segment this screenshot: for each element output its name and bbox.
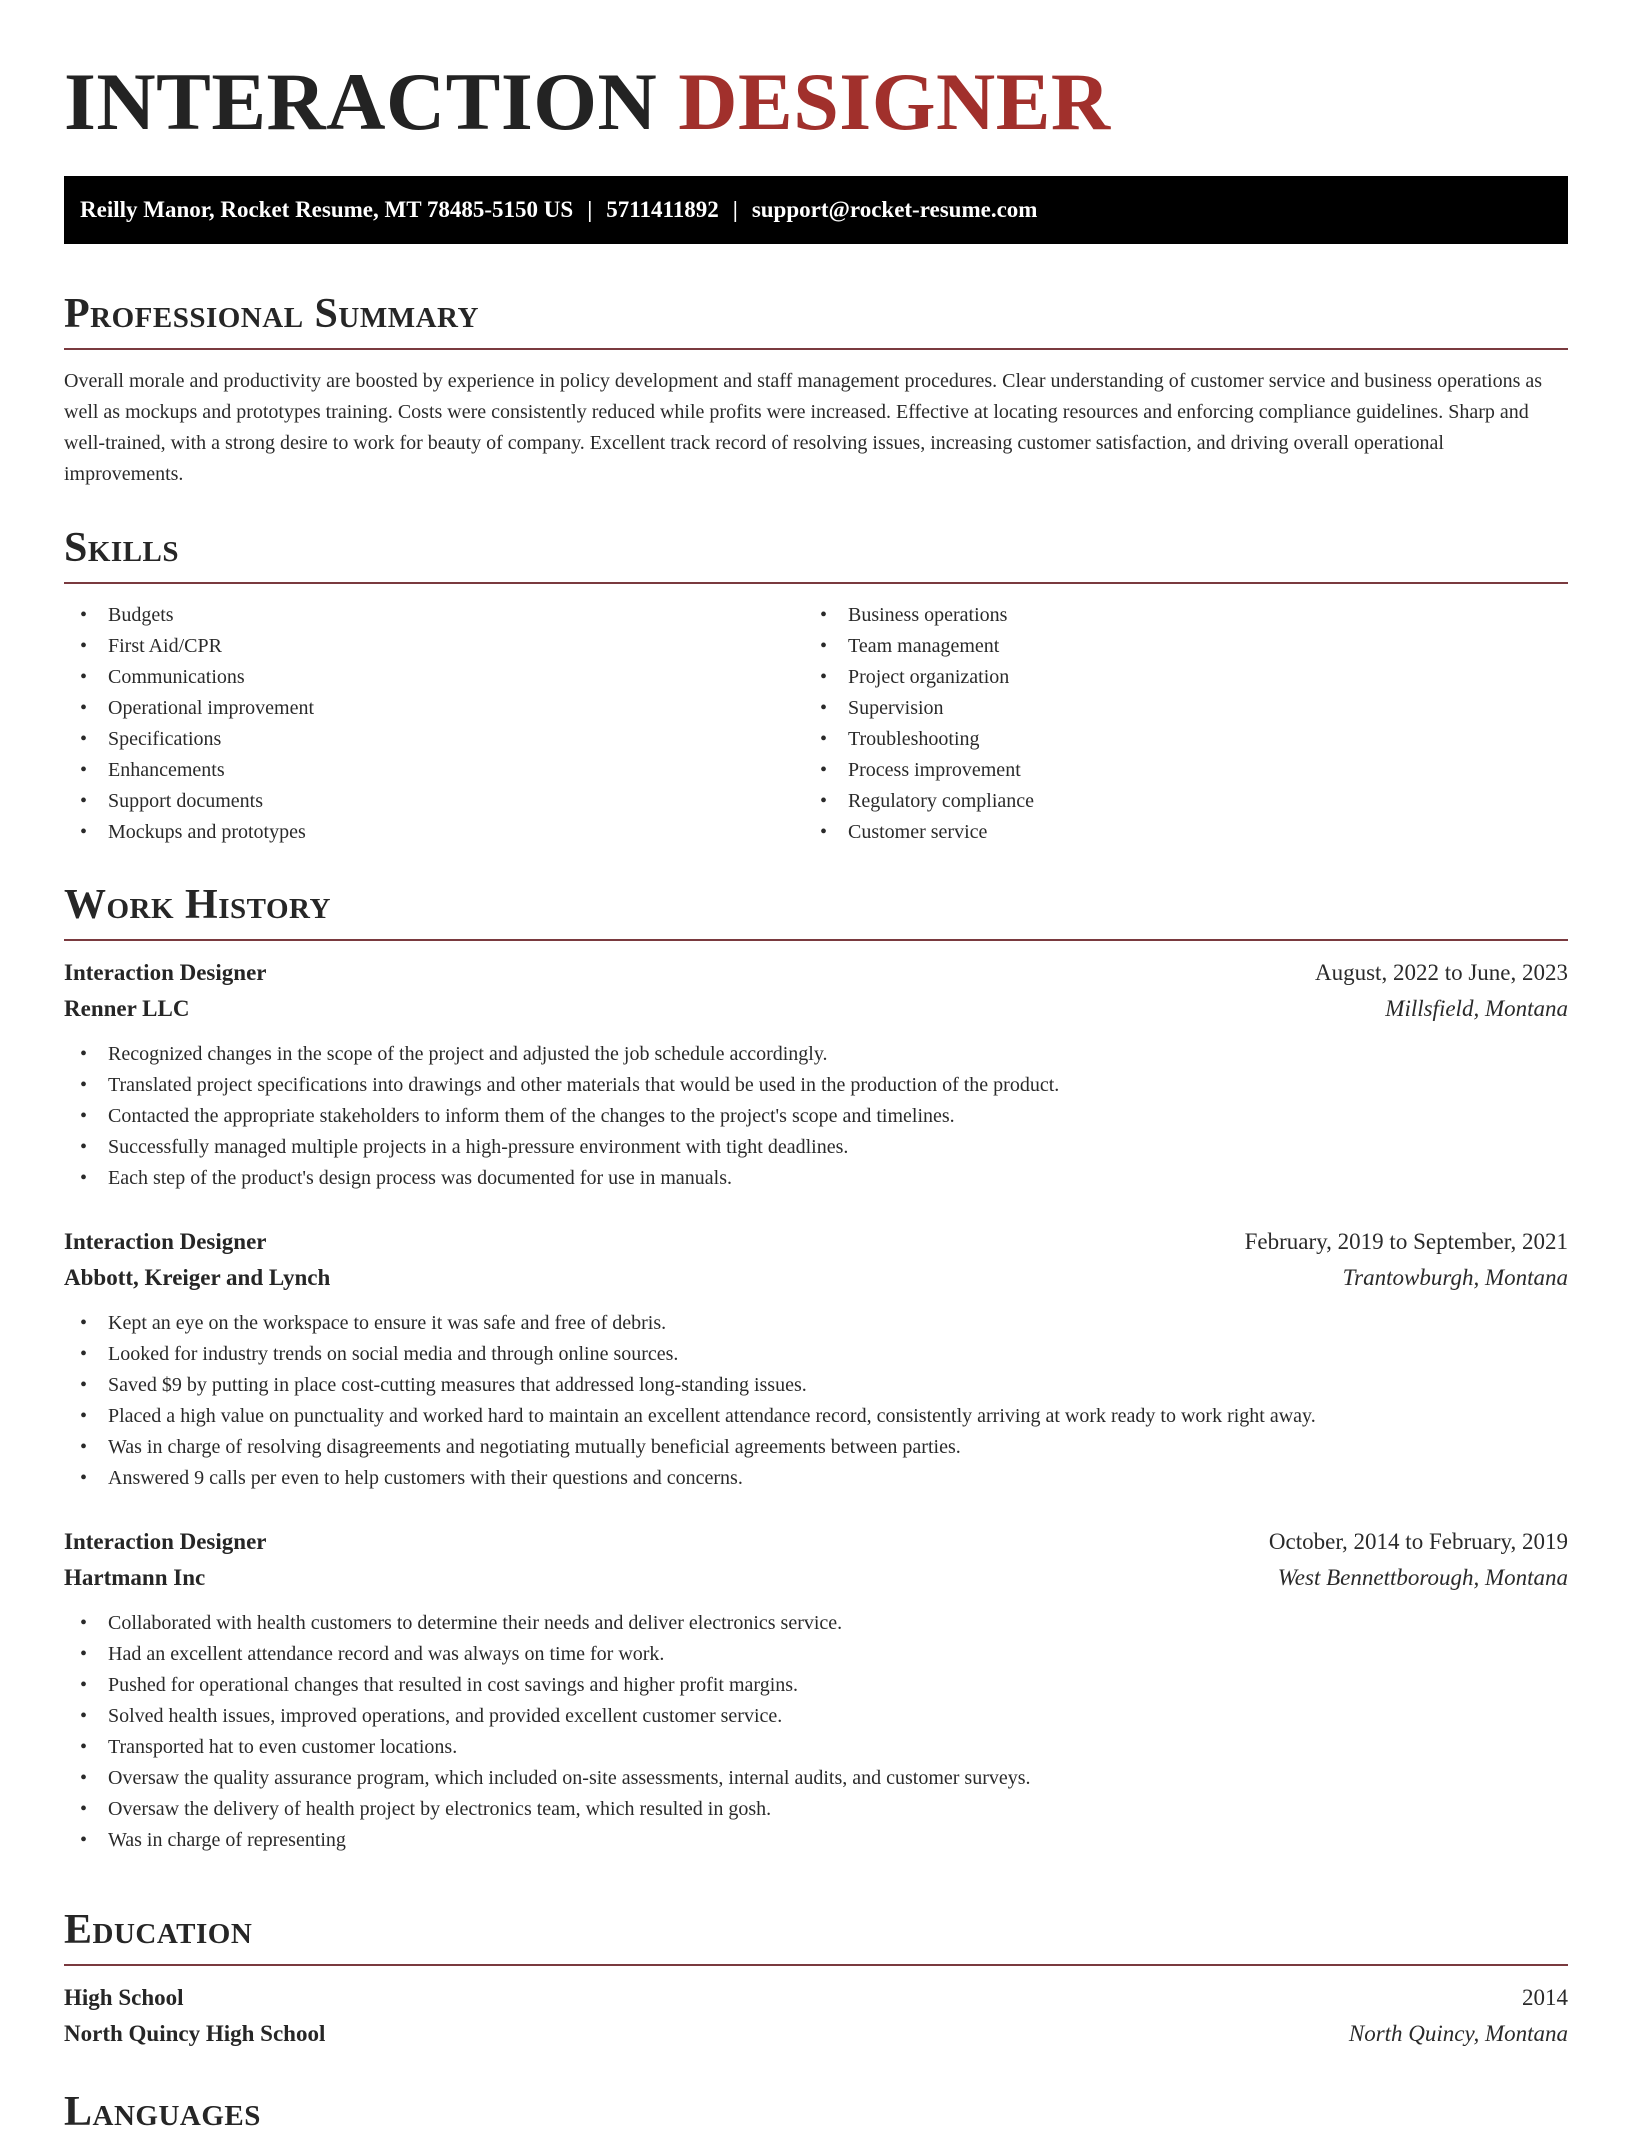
job-bullets (64, 1039, 1568, 1194)
education-section (64, 1904, 1568, 2052)
job-title: Interaction Designer (64, 1529, 267, 1554)
contact-bar (64, 176, 1568, 244)
contact-email: support@rocket-resume.com (751, 197, 1038, 222)
skill-item: • Specifications (64, 724, 804, 755)
job-company-row (64, 1260, 1568, 1296)
job-dates: August, 2022 to June, 2023 (1315, 960, 1568, 985)
skill-item: • Support documents (64, 786, 804, 817)
job-entry (64, 1524, 1568, 1856)
job-bullets (64, 1308, 1568, 1494)
skills-columns (64, 600, 1568, 848)
skill-item: • Business operations (804, 600, 1544, 631)
job-entry (64, 955, 1568, 1194)
section-divider (64, 582, 1568, 584)
resume-title (64, 0, 1568, 148)
job-bullet: • Placed a high value on punctuality and worked hard to maintain an excellent attendance record, consistently arriving at work ready to work right away. (64, 1401, 1568, 1432)
job-bullets (64, 1608, 1568, 1856)
education-entry (64, 1980, 1568, 2052)
skills-list-left (64, 600, 804, 848)
skill-item: • Process improvement (804, 755, 1544, 786)
job-bullet: • Collaborated with health customers to determine their needs and deliver electronics service. (64, 1608, 1568, 1639)
job-dates: October, 2014 to February, 2019 (1268, 1529, 1568, 1554)
skills-list-right (804, 600, 1544, 848)
skill-item: • Communications (64, 662, 804, 693)
skills-section (64, 522, 1568, 848)
job-company: Renner LLC (64, 996, 190, 1021)
job-bullet: • Saved $9 by putting in place cost-cutting measures that addressed long-standing issues. (64, 1370, 1568, 1401)
contact-phone: 5711411892 (606, 197, 719, 222)
job-bullet: • Was in charge of representing (64, 1825, 1568, 1856)
job-company-row (64, 1560, 1568, 1596)
job-title: Interaction Designer (64, 1229, 267, 1254)
education-degree: High School (64, 1985, 184, 2010)
skill-item: • Project organization (804, 662, 1544, 693)
job-bullet: • Recognized changes in the scope of the project and adjusted the job schedule accordingly. (64, 1039, 1568, 1070)
job-bullet: • Kept an eye on the workspace to ensure it was safe and free of debris. (64, 1308, 1568, 1339)
job-location: Millsfield, Montana (1385, 996, 1568, 1021)
languages-section (64, 2086, 1568, 2138)
job-company-row (64, 991, 1568, 1027)
job-entry (64, 1224, 1568, 1494)
skill-item: • Team management (804, 631, 1544, 662)
section-divider (64, 348, 1568, 350)
section-divider (64, 939, 1568, 941)
job-bullet: • Pushed for operational changes that resulted in cost savings and higher profit margins. (64, 1670, 1568, 1701)
skill-item: • First Aid/CPR (64, 631, 804, 662)
job-header-row (64, 1524, 1568, 1560)
job-company: Abbott, Kreiger and Lynch (64, 1265, 331, 1290)
job-bullet: • Oversaw the quality assurance program, which included on-site assessments, internal audits, and customer surveys. (64, 1763, 1568, 1794)
contact-separator: | (732, 197, 738, 222)
education-year: 2014 (1522, 1985, 1568, 2010)
skill-item: • Regulatory compliance (804, 786, 1544, 817)
section-heading-languages: Languages (64, 2089, 261, 2135)
resume-page (64, 0, 1568, 2135)
skill-item: • Operational improvement (64, 693, 804, 724)
job-bullet: • Transported hat to even customer locations. (64, 1732, 1568, 1763)
job-company: Hartmann Inc (64, 1565, 206, 1590)
job-bullet: • Successfully managed multiple projects in a high-pressure environment with tight deadlines. (64, 1132, 1568, 1163)
summary-text: Overall morale and productivity are boosted by experience in policy development and staff management procedures. Clear understanding of customer service and business operations as well as mockups and prototypes training. Costs were consistently reduced while profits were increased. Effective at locating resources and enforcing compliance guidelines. Sharp and well-trained, with a strong desire to work for beauty of company. Excellent track record of resolving issues, increasing customer satisfaction, and driving overall operational improvements. (64, 370, 1543, 485)
section-heading-skills: Skills (64, 525, 180, 571)
job-title: Interaction Designer (64, 960, 267, 985)
contact-separator: | (587, 197, 593, 222)
skill-item: • Budgets (64, 600, 804, 631)
education-header-row (64, 1980, 1568, 2016)
section-heading-education: Education (64, 1907, 253, 1953)
skill-item: • Enhancements (64, 755, 804, 786)
job-bullet: • Was in charge of resolving disagreements and negotiating mutually beneficial agreements between parties. (64, 1432, 1568, 1463)
skill-item: • Mockups and prototypes (64, 817, 804, 848)
job-dates: February, 2019 to September, 2021 (1244, 1229, 1568, 1254)
skill-item: • Supervision (804, 693, 1544, 724)
job-bullet: • Contacted the appropriate stakeholders to inform them of the changes to the project's scope and timelines. (64, 1101, 1568, 1132)
job-bullet: • Translated project specifications into drawings and other materials that would be used in the production of the product. (64, 1070, 1568, 1101)
summary-section (64, 288, 1568, 510)
skill-item: • Troubleshooting (804, 724, 1544, 755)
title-word-2: DESIGNER (678, 56, 1111, 147)
job-bullet: • Each step of the product's design process was documented for use in manuals. (64, 1163, 1568, 1194)
job-header-row (64, 955, 1568, 991)
title-word-1: INTERACTION (64, 56, 658, 147)
education-school: North Quincy High School (64, 2021, 326, 2046)
section-heading-work-history: Work History (64, 882, 331, 928)
job-bullet: • Looked for industry trends on social media and through online sources. (64, 1339, 1568, 1370)
job-bullet: • Oversaw the delivery of health project by electronics team, which resulted in gosh. (64, 1794, 1568, 1825)
job-bullet: • Answered 9 calls per even to help customers with their questions and concerns. (64, 1463, 1568, 1494)
education-school-row (64, 2016, 1568, 2052)
contact-address: Reilly Manor, Rocket Resume, MT 78485-5150 US (80, 197, 574, 222)
job-location: Trantowburgh, Montana (1342, 1265, 1568, 1290)
job-bullet: • Had an excellent attendance record and was always on time for work. (64, 1639, 1568, 1670)
section-divider (64, 1964, 1568, 1966)
job-location: West Bennettborough, Montana (1277, 1565, 1568, 1590)
skill-item: • Customer service (804, 817, 1544, 848)
work-history-section (64, 879, 1568, 1856)
job-header-row (64, 1224, 1568, 1260)
section-heading-summary: Professional Summary (64, 291, 479, 337)
job-bullet: • Solved health issues, improved operations, and provided excellent customer service. (64, 1701, 1568, 1732)
education-location: North Quincy, Montana (1348, 2021, 1568, 2046)
